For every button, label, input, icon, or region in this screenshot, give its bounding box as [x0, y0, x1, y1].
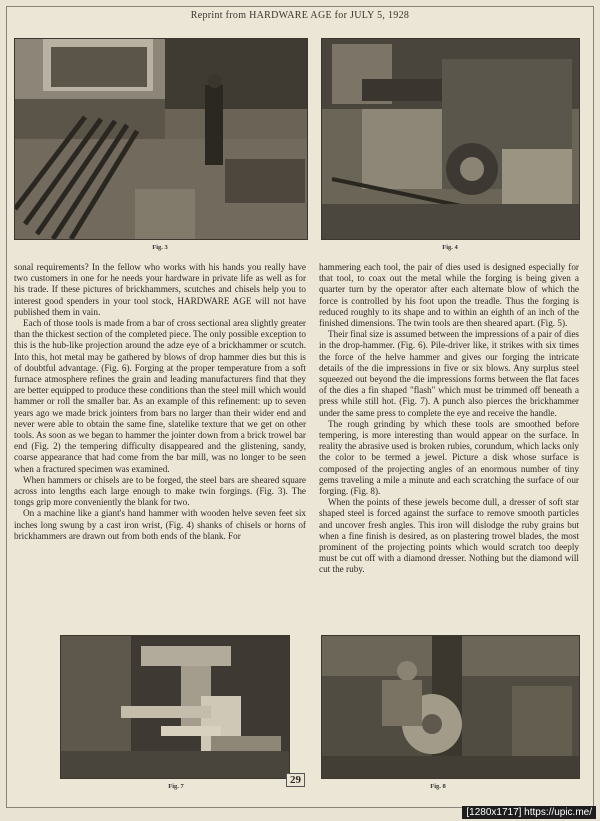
paragraph: When the points of these jewels become dull, a dresser of soft star shaped steel is forced against the surface to remove smooth particles and uncover fresh angles. This iron will dislodge the ruby grains but when a fine finish is desired, as on plastering trowel blades, the most prominent of the projecting points which would scratch too deeply must be cut off with a diamond dresser. Nothing but the diamond will cut the ruby.: [319, 497, 579, 575]
figure-8-photo: [321, 635, 580, 779]
paragraph: hammering each tool, the pair of dies used is designed especially for that tool, to coax out the metal while the forging is being given a quarter turn by the operator after each alternate blow of which the force is controlled by his foot upon the treadle. Thus the forging is reduced roughly to its shape and to within an eighth of an inch of the finished dimensions. The twin tools are then sheared apart. (Fig. 5).: [319, 262, 579, 329]
figure-4-caption: Fig. 4: [442, 244, 458, 251]
paragraph: On a machine like a giant's hand hammer with wooden helve seven feet six inches long swung by a cast iron wrist, (Fig. 4) shanks of chisels or horns of brickhammers are drawn out from both ends of the blank. For: [14, 508, 306, 541]
page-header: Reprint from HARDWARE AGE for JULY 5, 1928: [190, 10, 410, 21]
left-text-column: [14, 262, 306, 630]
figure-3-photo: [14, 38, 308, 240]
image-size-stamp: [1280x1717] https://upic.me/: [462, 806, 596, 819]
right-text-column: [319, 262, 579, 630]
paragraph: Their final size is assumed between the impressions of a pair of dies in the drop-hammer. (Fig. 6). Pile-driver like, it strikes with six times the force of the helve hammer and gives our forging the intricate details of the die impressions in five or six blows. Any surplus steel squeezed out beyond the die impressions forms between the flat faces of the dies a fin shaped "flash" which must be trimmed off beneath a press while still hot. (Fig. 7). A punch also pierces the brickhammer under the same press to complete the eye and receive the handle.: [319, 329, 579, 418]
figure-7-photo: [60, 635, 290, 779]
figure-3-caption: Fig. 3: [152, 244, 168, 251]
page-number: 29: [286, 773, 305, 787]
paragraph: The rough grinding by which these tools are smoothed before tempering, is more interesting than would appear on the surface. In reality the abrasive used is broken rubies, corundum, which lacks only the color to be termed a jewel. Picture a disk whose surface is composed of the projecting angles of an enormous number of tiny gems traveling a mile a minute and each scratching the surface of our forging. (Fig. 8).: [319, 418, 579, 497]
paragraph: Each of those tools is made from a bar of cross sectional area slightly greater than the thickest section of the completed piece. The only possible exception to this is the hub-like projection around the adze eye of a brickhammer or scutch. Into this, hot metal may be gathered by blows of drop hammer dies but this is of doubtful advantage. (Fig. 6). Forging at the proper temperature from a soft furnace atmosphere refines the grain and leading manufacturers find that they are better equipped to produce these conditions than the steel mill which would hammer or roll the smaller bar. As an example of this refinement: up to seven years ago we made brick jointers from bars no larger than their wider end and never were able to obtain the same fine, slatelike texture that we get on other tools. As soon as we began to hammer the jointer down from a brick trowel bar end (Fig. 2) the tempering difficulty disappeared and the glistening, sandy, coarse appearance that had come from the bar mill, was no longer to be seen when a fractured specimen was examined.: [14, 318, 306, 474]
paragraph: When hammers or chisels are to be forged, the steel bars are sheared square across into lengths each large enough to make twin forgings. (Fig. 3). The tongs grip more conveniently the blank for two.: [14, 474, 306, 508]
figure-4-photo: [321, 38, 580, 240]
figure-8-caption: Fig. 8: [430, 783, 446, 790]
figure-7-caption: Fig. 7: [168, 783, 184, 790]
paragraph: sonal requirements? In the fellow who works with his hands you really have two customers in one for he needs your hardware in private life as well as for his trade. If these pictures of brickhammers, scutches and chisels help you to interest good spenders in your tool stock, HARDWARE AGE will not have published them in vain.: [14, 262, 306, 317]
